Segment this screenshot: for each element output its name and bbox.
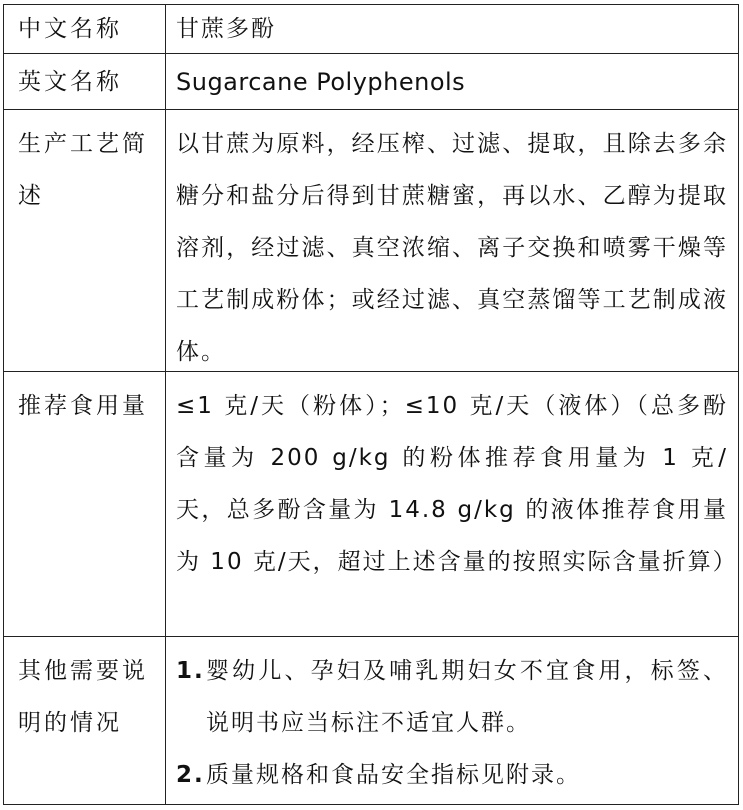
- table-row-chinese-name: [4, 5, 738, 54]
- table-row-other-notes: [4, 637, 738, 804]
- list-number: 2.: [176, 762, 205, 788]
- table-row-english-name: [4, 54, 738, 110]
- list-item: [176, 645, 728, 749]
- table-row-process: [4, 110, 738, 372]
- row-value: Sugarcane Polyphenols: [176, 68, 466, 96]
- row-value: 以甘蔗为原料，经压榨、过滤、提取，且除去多余糖分和盐分后得到甘蔗糖蜜，再以水、乙醇为提取溶剂，经过滤、真空浓缩、离子交换和喷雾干燥等工艺制成粉体；或经过滤、真空蒸馏等工艺制成液体。: [176, 131, 728, 365]
- row-value: ≤1 克/天（粉体）；≤10 克/天（液体）（总多酚含量为 200 g/kg 的粉体推荐食用量为 1 克/天，总多酚含量为 14.8 g/kg 的液体推荐食用量为 10 克/天，超过上述含量的按照实际含量折算）: [176, 393, 738, 575]
- row-label: 中文名称: [4, 5, 166, 53]
- table-row-recommended-intake: [4, 372, 738, 637]
- row-value-list: [166, 637, 738, 804]
- info-table: [3, 4, 739, 805]
- row-label: 其他需要说明的情况: [4, 637, 166, 804]
- list-text: 质量规格和食品安全指标见附录。: [206, 762, 581, 788]
- row-label: 生产工艺简述: [4, 110, 166, 371]
- list-text: 婴幼儿、孕妇及哺乳期妇女不宜食用，标签、说明书应当标注不适宜人群。: [206, 658, 728, 736]
- list-item: [176, 749, 728, 801]
- list-number: 1.: [176, 658, 205, 684]
- row-label: 英文名称: [4, 54, 166, 109]
- row-value: 甘蔗多酚: [176, 16, 276, 42]
- row-label: 推荐食用量: [4, 372, 166, 636]
